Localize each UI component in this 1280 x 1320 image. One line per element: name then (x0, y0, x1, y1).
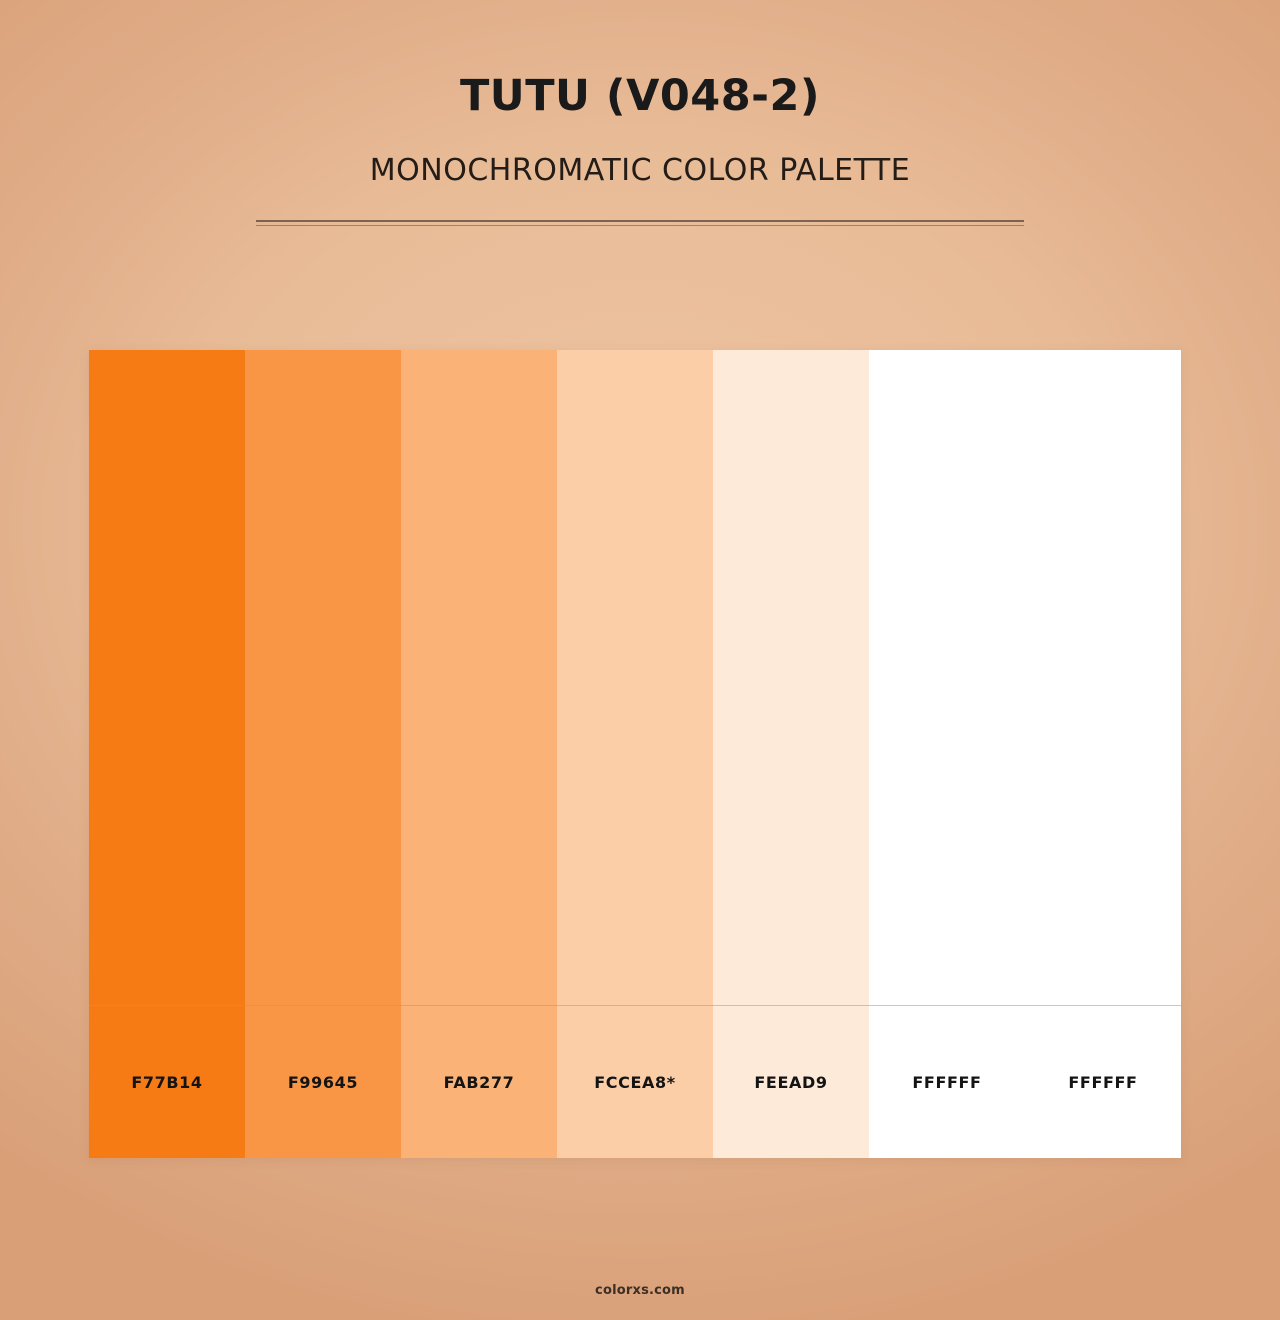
swatch-label-box (1025, 1005, 1181, 1158)
swatch-hex-label: FAB277 (443, 1072, 515, 1092)
page-header (0, 0, 1280, 226)
swatch-hex-label: FEEAD9 (754, 1072, 828, 1092)
swatch-color-chip[interactable] (401, 350, 557, 1005)
swatch-color-chip[interactable] (89, 350, 245, 1005)
color-swatch[interactable] (869, 350, 1025, 1158)
swatch-label-box (557, 1005, 713, 1158)
color-swatch[interactable] (713, 350, 869, 1158)
swatch-color-chip[interactable] (713, 350, 869, 1005)
swatch-label-box (713, 1005, 869, 1158)
swatch-color-chip[interactable] (1025, 350, 1181, 1005)
site-credit: colorxs.com (595, 1283, 685, 1298)
swatch-hex-label: F77B14 (131, 1072, 203, 1092)
swatch-label-box (869, 1005, 1025, 1158)
swatch-color-chip[interactable] (557, 350, 713, 1005)
page-title: TUTU (V048-2) (459, 71, 821, 121)
color-palette (89, 350, 1181, 1158)
page-subtitle: MONOCHROMATIC COLOR PALETTE (369, 153, 911, 189)
swatch-label-box (89, 1005, 245, 1158)
swatch-hex-label: FFFFFF (1068, 1072, 1138, 1092)
swatch-color-chip[interactable] (869, 350, 1025, 1005)
header-divider (256, 220, 1024, 226)
color-swatch[interactable] (1025, 350, 1181, 1158)
color-swatch[interactable] (557, 350, 713, 1158)
swatch-hex-label: FFFFFF (912, 1072, 982, 1092)
swatch-label-box (245, 1005, 401, 1158)
swatch-label-box (401, 1005, 557, 1158)
swatch-hex-label: FCCEA8* (594, 1072, 676, 1092)
divider-line-bottom (256, 225, 1024, 226)
color-swatch[interactable] (401, 350, 557, 1158)
swatch-color-chip[interactable] (245, 350, 401, 1005)
color-swatch[interactable] (245, 350, 401, 1158)
divider-line-top (256, 220, 1024, 222)
color-swatch[interactable] (89, 350, 245, 1158)
swatch-hex-label: F99645 (287, 1072, 359, 1092)
